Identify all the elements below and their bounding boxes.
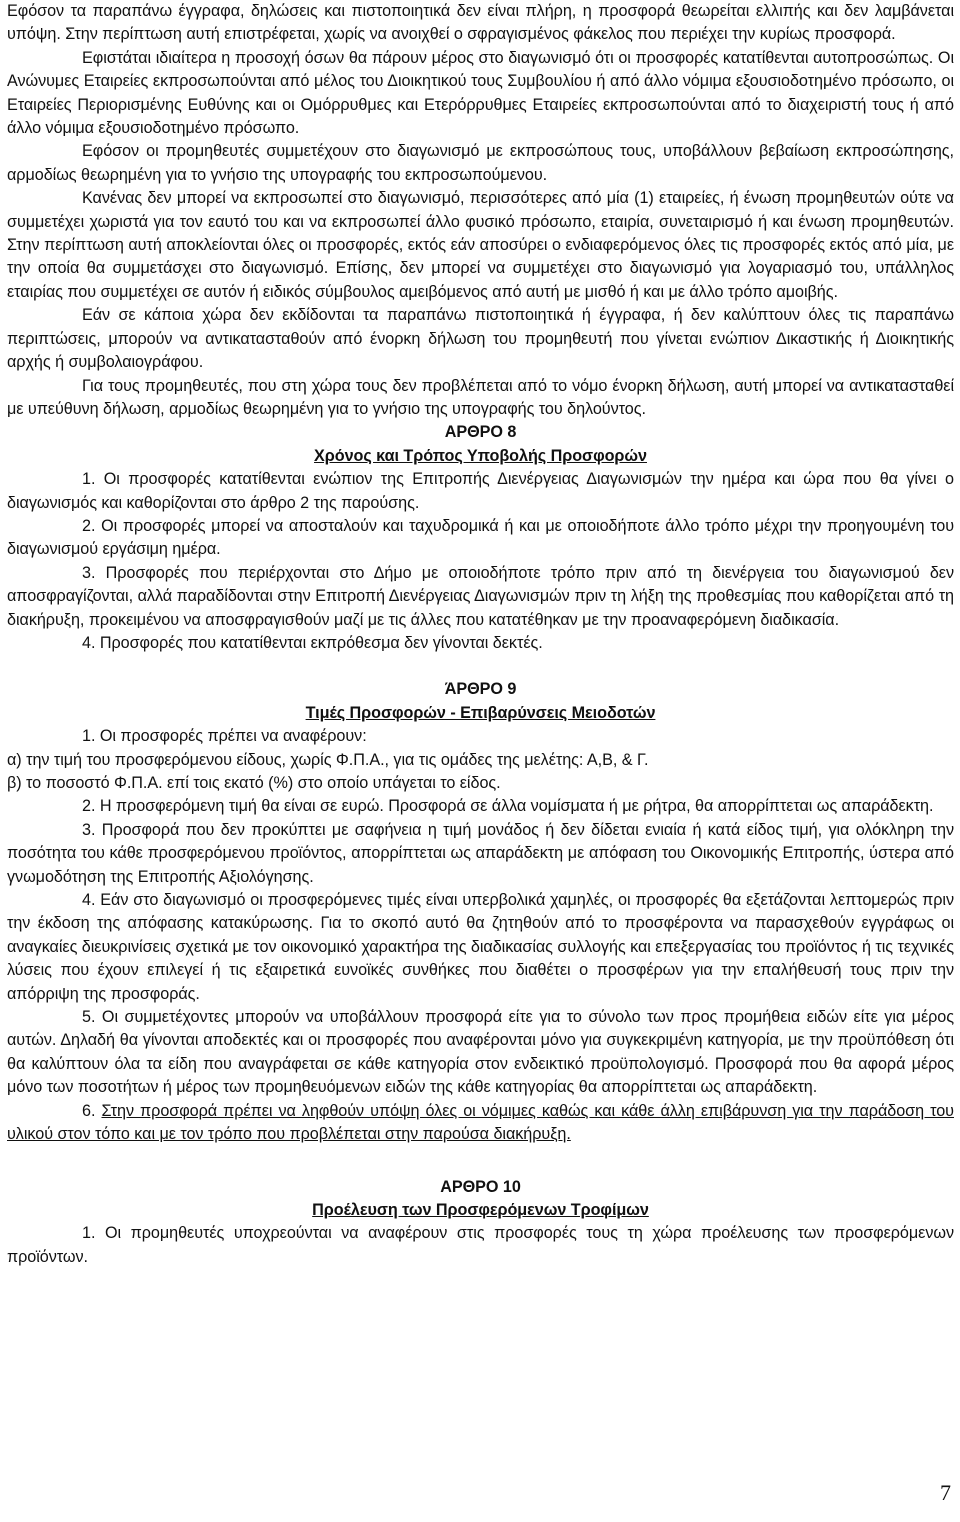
- article-10-paragraph-1: 1. Οι προμηθευτές υποχρεούνται να αναφέρουν στις προσφορές τους τη χώρα προέλευσης των προσφερόμενων προϊόντων.: [7, 1224, 954, 1266]
- article-9-title: ΆΡΘΡΟ 9: [444, 680, 517, 699]
- article-8-paragraph-1: 1. Οι προσφορές κατατίθενται ενώπιον της Επιτροπής Διενέργειας Διαγωνισμών την ημέρα και ώρα που θα γίνει ο διαγωνισμός και καθορίζονται στο άρθρο 2 της παρούσης.: [7, 470, 954, 512]
- article-10-title: ΑΡΘΡΟ 10: [440, 1177, 521, 1196]
- article-9-paragraph-6: [7, 1100, 954, 1147]
- intro-paragraph-5: Εάν σε κάποια χώρα δεν εκδίδονται τα παραπάνω πιστοποιητικά ή έγγραφα, ή δεν καλύπτουν όλες τις παραπάνω περιπτώσεις, μπορούν να αντικατασταθούν από ένορκη δήλωση του προμηθευτή που γίνεται ενώπιον Δικαστικής ή Διοικητικής αρχής ή συμβολαιογράφου.: [7, 306, 954, 372]
- article-10-subtitle: Προέλευση των Προσφερόμενων Τροφίμων: [312, 1200, 649, 1219]
- article-8-paragraph-2: 2. Οι προσφορές μπορεί να αποσταλούν και ταχυδρομικά ή και με οποιοδήποτε άλλο τρόπο μέχρι την προηγουμένη του διαγωνισμού εργάσιμη ημέρα.: [7, 516, 954, 559]
- article-9-paragraph-4: 4. Εάν στο διαγωνισμό οι προσφερόμενες τιμές είναι υπερβολικά χαμηλές, οι προσφορές θα εξετάζονται λεπτομερώς πριν την έκδοση της απόφασης κατακύρωσης. Για το σκοπό αυτό θα ζητηθούν από το προσφέροντα να παρασχεθούν εγγράφως οι αναγκαίες διευκρινίσεις σχετικά με τον οικονομικό χαρακτήρα της διαδικασίας συλλογής και επεξεργασίας του προϊόντος ή τις τεχνικές λύσεις που έχουν επιλεγεί ή τις εξαιρετικά ευνοϊκές συνθήκες που διαθέτει ο προσφέρων για την επαλήθευσή τους πριν την απόρριψη της προσφοράς.: [7, 891, 954, 1003]
- article-8-subtitle: Χρόνος και Τρόπος Υποβολής Προσφορών: [314, 446, 647, 465]
- page-number: 7: [940, 1480, 951, 1505]
- intro-paragraph-6: Για τους προμηθευτές, που στη χώρα τους δεν προβλέπεται από το νόμο ένορκη δήλωση, αυτή μπορεί να αντικατασταθεί με υπεύθυνη δήλωση, αρμοδίως θεωρημένη για το γνήσιο της υπογραφής του δηλούντος.: [7, 376, 954, 418]
- blank-line: [7, 1147, 954, 1170]
- intro-paragraph-4: Κανένας δεν μπορεί να εκπροσωπεί στο διαγωνισμό, περισσότερες από μία (1) εταιρείες, ή ένωση προμηθευτών ούτε να συμμετέχει χωριστά για τον εαυτό του και να εκπροσωπεί άλλο φυσικό πρόσωπο, εταιρία, συνεταιρισμό ή και ένωση προμηθευτών. Στην περίπτωση αυτή αποκλείονται όλες οι προσφορές, εκτός εάν αποσύρει ο ενδιαφερόμενος όλες τις προσφορές εκτός από μία, με την οποία θα συμμετάσχει στο διαγωνισμό. Επίσης, δεν μπορεί να συμμετέχει στο διαγωνισμό για λογαριασμό του, υπάλληλος εταιρίας που συμμετέχει σε αυτόν ή ειδικός σύμβουλος αμειβόμενος από αυτή με μισθό ή και με άλλο τρόπο αμοιβής.: [7, 189, 954, 301]
- article-9-item-a: α) την τιμή του προσφερόμενου είδους, χωρίς Φ.Π.Α., για τις ομάδες της μελέτης: Α,Β, & Γ.: [7, 750, 649, 769]
- intro-paragraph-2: Εφιστάται ιδιαίτερα η προσοχή όσων θα πάρουν μέρος στο διαγωνισμό ότι οι προσφορές κατατίθενται αυτοπροσώπως. Οι Ανώνυμες Εταιρείες εκπροσωπούνται από μέλος του Διοικητικού τους Συμβουλίου ή από άλλο νόμιμα εξουσιοδοτημένο πρόσωπο, οι Εταιρείες Περιορισμένης Ευθύνης και οι Ομόρρυθμες και Ετερόρρυθμες Εταιρείες εκπροσωπούνται από το διαχειριστή τους ή από άλλο νόμιμα εξουσιοδοτημένο πρόσωπο.: [7, 48, 954, 138]
- document-body: [7, 0, 954, 1269]
- article-8-paragraph-3: 3. Προσφορές που περιέρχονται στο Δήμο με οποιοδήποτε τρόπο πριν από τη διενέργεια του διαγωνισμού δεν αποσφραγίζονται, αλλά παραδίδονται στην Επιτροπή Διενέργειας Διαγωνισμών πριν τη λήξη της προθεσμίας που καθορίζεται από τη διακήρυξη, προκειμένου να αποσφραγισθούν μαζί με τις άλλες που κατατέθηκαν με την προαναφερόμενη διαδικασία.: [7, 563, 954, 629]
- intro-paragraph-1: Εφόσον τα παραπάνω έγγραφα, δηλώσεις και πιστοποιητικά δεν είναι πλήρη, η προσφορά θεωρείται ελλιπής και δεν λαμβάνεται υπόψη. Στην περίπτωση αυτή επιστρέφεται, χωρίς να ανοιχθεί ο σφραγισμένος φάκελος που περιέχει την κυρίως προσφορά.: [7, 2, 954, 44]
- article-9-paragraph-3: 3. Προσφορά που δεν προκύπτει με σαφήνεια η τιμή μονάδος ή δεν δίδεται ενιαία ή κατά είδος τιμή, για ολόκληρη την ποσότητα του κάθε προσφερόμενου προϊόντος, απορρίπτεται ως απαράδεκτη με απόφαση του Οικονομικής Επιτροπής, ύστερα από γνωμοδότηση της Επιτροπής Αξιολόγησης.: [7, 820, 954, 886]
- intro-paragraph-3: Εφόσον οι προμηθευτές συμμετέχουν στο διαγωνισμό με εκπροσώπους τους, υποβάλλουν βεβαίωση εκπροσώπησης, αρμοδίως θεωρημένη για το γνήσιο της υπογραφής του εκπροσωπούμενου.: [7, 142, 954, 184]
- article-9-item-b: β) το ποσοστό Φ.Π.Α. επί τοις εκατό (%) στο οποίο υπάγεται το είδος.: [7, 774, 501, 792]
- article-9-paragraph-6-text: Στην προσφορά πρέπει να ληφθούν υπόψη όλες οι νόμιμες καθώς και κάθε άλλη επιβάρυνση για την παράδοση του υλικού στον τόπο και με τον τρόπο που προβλέπεται στην παρούσα διακήρυξη.: [7, 1101, 954, 1144]
- article-8-paragraph-4: 4. Προσφορές που κατατίθενται εκπρόθεσμα δεν γίνονται δεκτές.: [82, 633, 543, 652]
- article-9-paragraph-6-number: 6.: [82, 1101, 102, 1120]
- article-9-paragraph-5: 5. Οι συμμετέχοντες μπορούν να υποβάλλουν προσφορά είτε για το σύνολο των προς προμήθεια ειδών είτε για μέρος αυτών. Δηλαδή θα γίνονται αποδεκτές και οι προσφορές που αναφέρονται μόνο για συγκεκριμένη κατηγορία, με την προϋπόθεση ότι θα καλύπτουν όλα τα είδη που αναγράφεται σε κάθε κατηγορία στον ενδεικτικό προϋπολογισμό. Προσφορά που θα αφορά μέρος μόνο των ποσοτήτων ή μέρος των προμηθευόμενων ειδών της κάθε κατηγορίας θα απορρίπτεται ως απαράδεκτη.: [7, 1008, 954, 1097]
- article-9-subtitle: Τιμές Προσφορών - Επιβαρύνσεις Μειοδοτών: [305, 703, 656, 722]
- article-9-paragraph-1: 1. Οι προσφορές πρέπει να αναφέρουν:: [82, 727, 367, 746]
- article-8-title: ΑΡΘΡΟ 8: [444, 423, 517, 442]
- article-9-paragraph-2: 2. Η προσφερόμενη τιμή θα είναι σε ευρώ. Προσφορά σε άλλα νομίσματα ή με ρήτρα, θα απορρίπτεται ως απαράδεκτη.: [82, 797, 934, 816]
- blank-line: [7, 655, 954, 678]
